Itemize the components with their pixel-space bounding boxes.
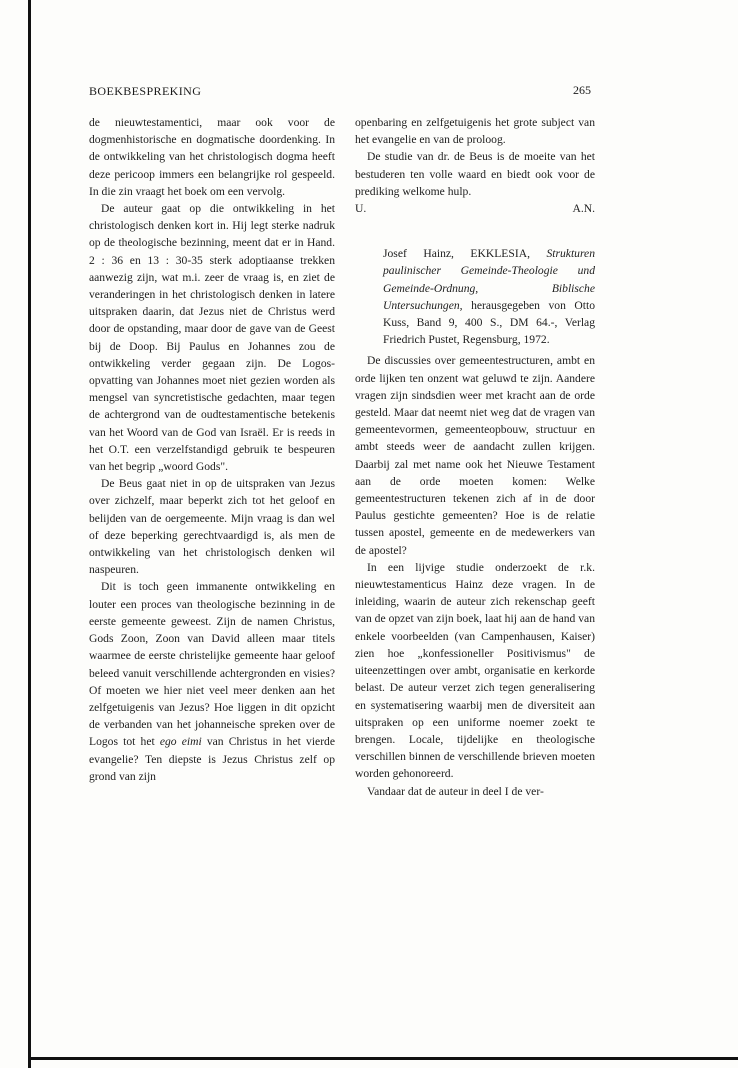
paragraph: De auteur gaat op die ontwikkeling in het christologisch denken kort in. Hij legt sterke nadruk op de theologische bezinning, meent dat er in Hand. 2 : 36 en 13 : 30-35 sterk adoptiaanse trekken aanwezig zijn, wat m.i. zeer de vraag is, en ziet de veranderingen in het christologisch denken in latere uitspraken daarin, dat Jezus niet de Christus werd door de opstanding, maar door de gave van de Geest bij de Doop. Bij Paulus en Johannes zou de ontwikkeling verder gegaan zijn. De Logos-opvatting van Johannes moet niet gezien worden als mengsel van syncretistische gedachten, maar tegen de achtergrond van de oudtestamentische betekenis van het Woord van de God van Israël. Er is reeds in het O.T. een verzelfstandigd gebruik te bespeuren van het begrip „woord Gods". xyxy=(89,202,335,474)
paragraph: In een lijvige studie onderzoekt de r.k. nieuwtestamenticus Hainz deze vragen. In de inleiding, waarin de auteur zich rekenschap geeft van de opzet van zijn boek, laat hij aan de hand van enkele voorbeelden (van Campenhausen, Kaiser) zien hoe „konfessioneller Positivismus" de uiteenzettingen over ambt, organisatie en kerkorde belast. De auteur verzet zich tegen generalisering en systematisering waarbij men de diversiteit aan uitspraken op een uniforme noemer zoekt te brengen. Locale, tijdelijke en theologische verschillen binnen de verschillende brieven moeten worden gehonoreerd. xyxy=(355,560,595,781)
paragraph: De studie van dr. de Beus is de moeite van het bestuderen ten volle waard en biedt ook voor de prediking welkome hulp. xyxy=(355,150,595,198)
book-author: Josef Hainz, EKKLESIA, xyxy=(383,247,530,261)
scan-edge-bottom xyxy=(28,1057,738,1060)
book-details: herausgegeben von Otto Kuss, Band 9, 400 S., DM 64.-, Verlag Friedrich Pustet, Regensburg, 1972. xyxy=(383,298,596,347)
signoff-location: U. xyxy=(355,202,367,216)
paragraph: De Beus gaat niet in op de uitspraken van Jezus over zichzelf, maar beperkt zich tot het geloof en belijden van de oergemeente. Mijn vraag is dan wel of deze beperking gerechtvaardigd is, als men de ontwikkeling van het christologisch denken wil naspeuren. xyxy=(89,477,335,577)
right-column xyxy=(355,114,595,800)
book-reference xyxy=(355,245,595,348)
paragraph xyxy=(89,578,335,784)
reviewer-initials: A.N. xyxy=(572,202,595,216)
review-signoff xyxy=(355,200,595,217)
scan-edge-left xyxy=(28,0,31,1068)
paragraph: de nieuwtestamentici, maar ook voor de dogmenhistorische en dogmatische doordenking. In de ontwikkeling van het christologisch dogma heeft deze pericoop immers een belangrijke rol gespeeld. In die zin vraagt het boek om een vervolg. xyxy=(89,116,335,198)
running-header: BOEKBESPREKING xyxy=(89,84,202,98)
paragraph-text: van Christus in het vierde evangelie? Ten diepste is Jezus Christus zelf op grond van zijn xyxy=(89,735,335,783)
italic-phrase: ego eimi xyxy=(159,735,202,749)
left-column xyxy=(89,114,335,785)
paragraph: De discussies over gemeentestructuren, ambt en orde lijken ten onzent wat geluwd te zijn. Aandere vragen zijn sindsdien weer met kracht aan de orde gesteld. Maar dat neemt niet weg dat de vragen van gemeentevormen, gemeenteopbouw, structuur en ambt steeds weer de aandacht zullen krijgen. Daarbij zal met name ook het Nieuwe Testament aan de orde moeten komen: Welke gemeentestructuren tekenen zich af in de door Paulus gestichte gemeenten? Hoe is de relatie tussen apostel, gemeente en de medewerkers van de apostel? xyxy=(355,354,595,557)
paragraph-text: Dit is toch geen immanente ontwikkeling en louter een proces van theologische bezinning in de eerste gemeente geweest. Zijn de namen Christus, Gods Zoon, Zoon van David alleen maar titels waarmee de eerste christelijke gemeente haar geloof beleed vanuit verschillende achtergronden en visies? Of moeten we hier niet veel meer denken aan het zelfgetuigenis van Jezus? Hoe liggen in dit opzicht de verbanden van het johanneische spreken over de Logos tot het xyxy=(89,580,335,749)
paragraph: openbaring en zelfgetuigenis het grote subject van het evangelie en van de proloog. xyxy=(355,116,595,147)
book-reference-text xyxy=(383,245,595,348)
paragraph: Vandaar dat de auteur in deel I de ver- xyxy=(367,784,544,798)
book-title: Strukturen paulinischer Gemeinde-Theologie und Gemeinde-Ordnung, Biblische Untersuchungen, xyxy=(383,247,595,312)
page-number: 265 xyxy=(573,83,591,97)
